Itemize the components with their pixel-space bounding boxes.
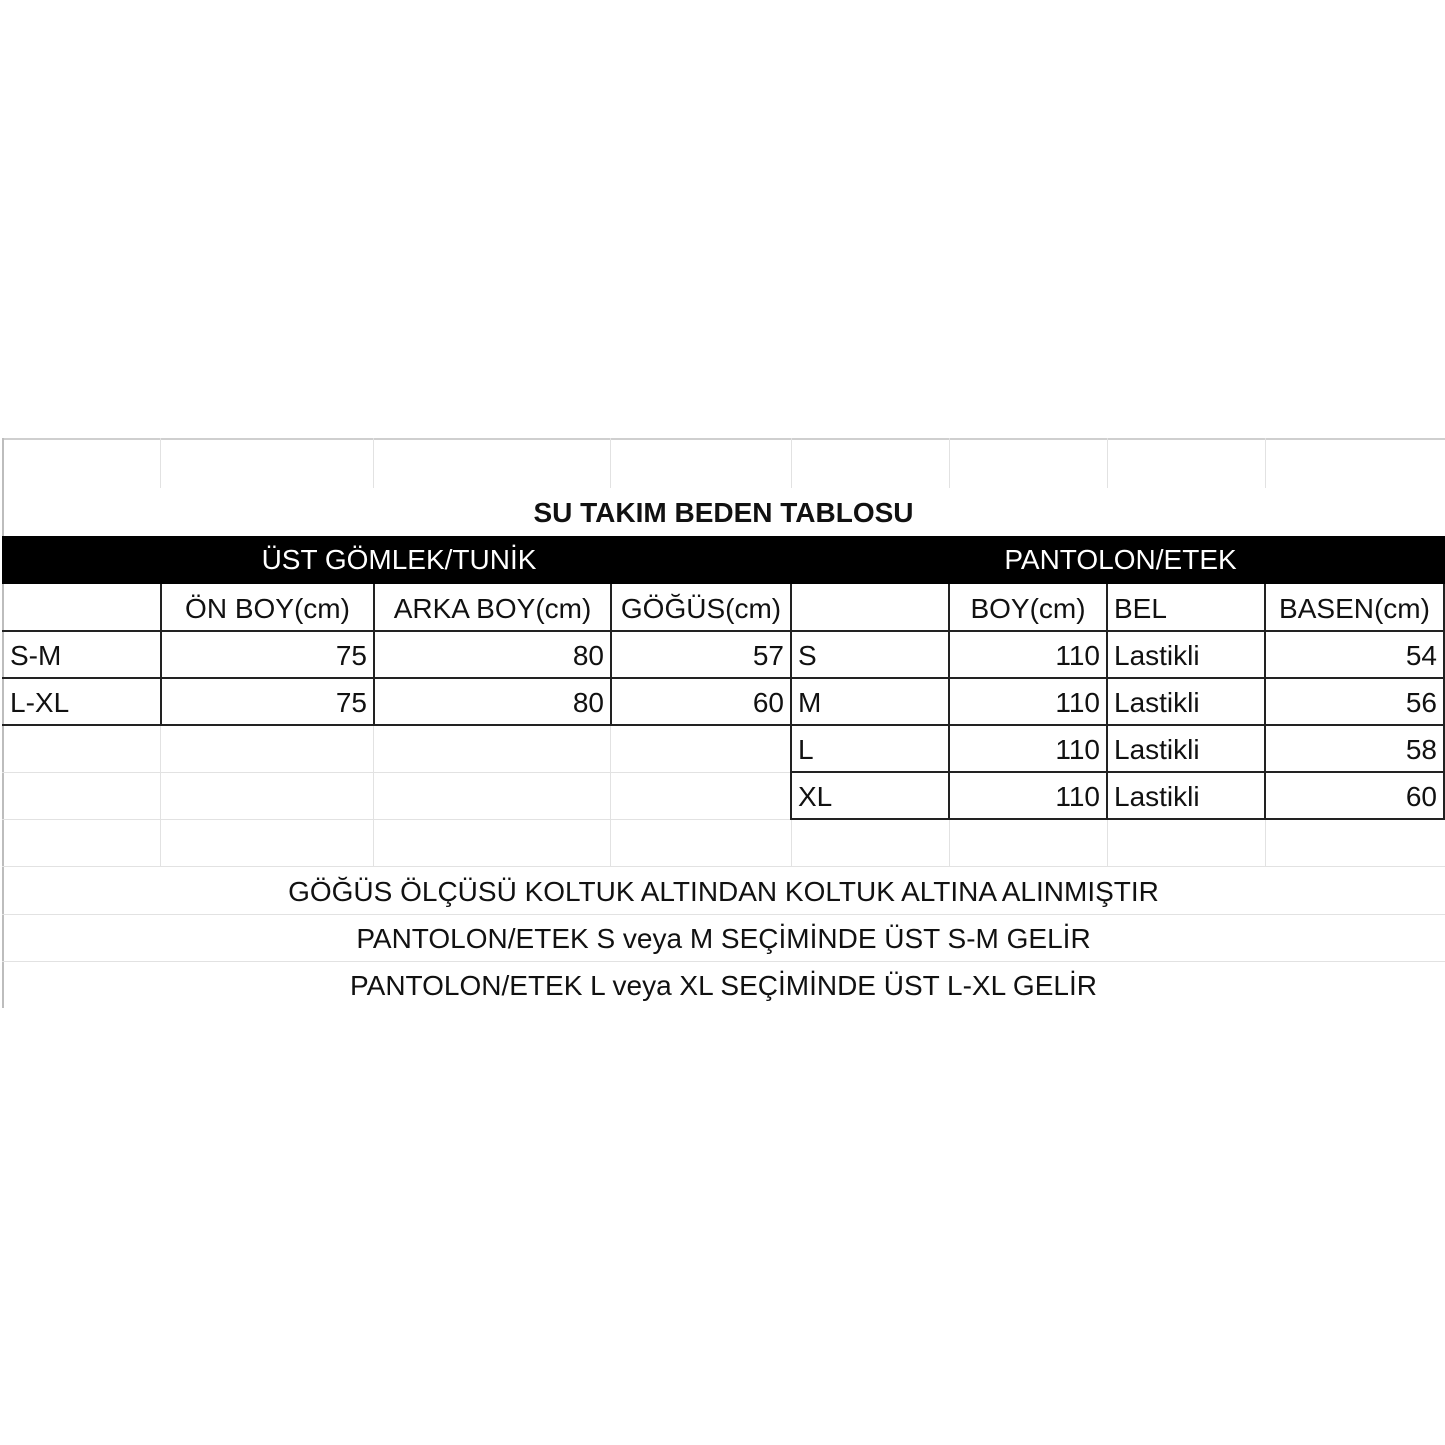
gridline-v (791, 820, 792, 866)
gridline-v (949, 438, 950, 488)
top-on-boy-cell: 75 (335, 687, 367, 718)
top-gogus-cell: 60 (752, 687, 784, 718)
gridline-v (610, 726, 611, 866)
bottom-size-cell: S (798, 640, 817, 671)
sheet-top-border (2, 438, 1445, 440)
header-bel: BEL (1114, 593, 1167, 624)
gridline-v (1265, 820, 1266, 866)
top-arka-boy-cell: 80 (572, 640, 604, 671)
header-gogus: GÖĞÜS(cm) (620, 593, 782, 624)
bottom-boy-cell: 110 (1055, 640, 1100, 671)
size-chart-sheet (2, 438, 1445, 1008)
chart-title: SU TAKIM BEDEN TABLOSU (533, 497, 914, 528)
header-on-boy: ÖN BOY(cm) (185, 593, 350, 624)
bottom-basen-cell: 60 (1405, 781, 1437, 812)
note-size-s-m: PANTOLON/ETEK S veya M SEÇİMİNDE ÜST S-M GELİR (356, 923, 1091, 954)
bottom-bel-cell: Lastikli (1114, 781, 1200, 812)
note-measurement: GÖĞÜS ÖLÇÜSÜ KOLTUK ALTINDAN KOLTUK ALTINA ALINMIŞTIR (288, 876, 1159, 907)
top-on-boy-cell: 75 (335, 640, 367, 671)
section-bottom-label: PANTOLON/ETEK (1004, 544, 1237, 575)
bottom-boy-cell: 110 (1055, 687, 1100, 718)
gridline-h (2, 866, 1445, 867)
note-size-l-xl: PANTOLON/ETEK L veya XL SEÇİMİNDE ÜST L-XL GELİR (350, 970, 1097, 1001)
bottom-basen-cell: 58 (1405, 734, 1437, 765)
gridline-v (373, 726, 374, 866)
bottom-size-cell: M (798, 687, 822, 718)
bottom-bel-cell: Lastikli (1114, 640, 1200, 671)
gridline-v (1107, 438, 1108, 488)
gridline-h (2, 772, 792, 773)
gridline-v (1265, 438, 1266, 488)
gridline-v (160, 438, 161, 488)
bottom-basen-cell: 56 (1405, 687, 1437, 718)
bottom-boy-cell: 110 (1055, 781, 1100, 812)
header-arka-boy: ARKA BOY(cm) (393, 593, 592, 624)
bottom-bel-cell: Lastikli (1114, 687, 1200, 718)
section-top-label: ÜST GÖMLEK/TUNİK (261, 544, 537, 575)
bottom-boy-cell: 110 (1055, 734, 1100, 765)
gridline-v (160, 726, 161, 866)
bottom-bel-cell: Lastikli (1114, 734, 1200, 765)
gridline-v (791, 438, 792, 488)
gridline-v (949, 820, 950, 866)
bottom-basen-cell: 54 (1405, 640, 1437, 671)
top-size-cell: L-XL (10, 687, 70, 718)
gridline-v (373, 438, 374, 488)
top-arka-boy-cell: 80 (572, 687, 604, 718)
gridline-v (1107, 820, 1108, 866)
bottom-size-cell: XL (798, 781, 833, 812)
gridline-v (610, 438, 611, 488)
bottom-size-cell: L (798, 734, 814, 765)
header-basen: BASEN(cm) (1279, 593, 1430, 624)
top-gogus-cell: 57 (752, 640, 784, 671)
top-size-cell: S-M (10, 640, 62, 671)
header-boy: BOY(cm) (970, 593, 1086, 624)
